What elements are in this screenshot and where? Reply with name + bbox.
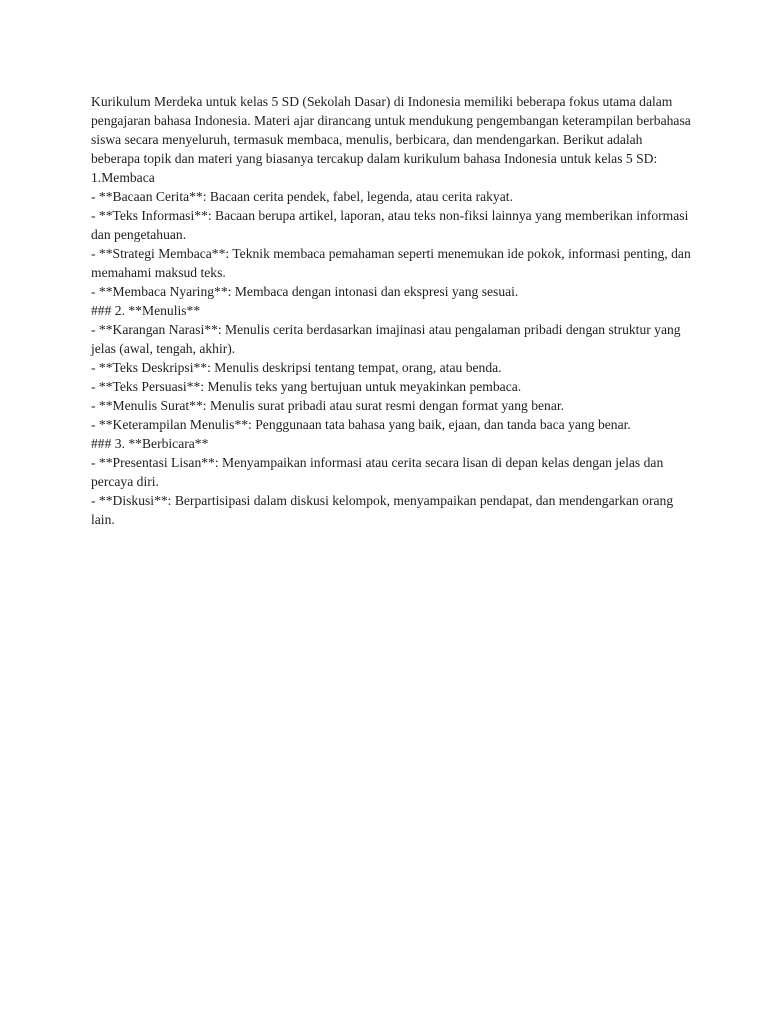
section-heading-menulis: ### 2. **Menulis**: [91, 303, 201, 318]
list-item: - **Bacaan Cerita**: Bacaan cerita pendek, fabel, legenda, atau cerita rakyat.: [91, 189, 513, 204]
document-page: [91, 92, 691, 529]
list-item: - **Keterampilan Menulis**: Penggunaan tata bahasa yang baik, ejaan, dan tanda baca yang benar.: [91, 417, 631, 432]
list-item: - **Teks Informasi**: Bacaan berupa artikel, laporan, atau teks non-fiksi lainnya yang memberikan informasi dan pengetahuan.: [91, 208, 689, 242]
list-item: - **Teks Persuasi**: Menulis teks yang bertujuan untuk meyakinkan pembaca.: [91, 379, 522, 394]
list-item: - **Teks Deskripsi**: Menulis deskripsi tentang tempat, orang, atau benda.: [91, 360, 502, 375]
intro-paragraph: Kurikulum Merdeka untuk kelas 5 SD (Sekolah Dasar) di Indonesia memiliki beberapa fokus utama dalam pengajaran bahasa Indonesia. Materi ajar dirancang untuk mendukung pengembangan keterampilan berbahasa siswa secara menyeluruh, termasuk membaca, menulis, berbicara, dan mendengarkan. Berikut adalah beberapa topik dan materi yang biasanya tercakup dalam kurikulum bahasa Indonesia untuk kelas 5 SD:: [91, 94, 691, 166]
list-item: - **Membaca Nyaring**: Membaca dengan intonasi dan ekspresi yang sesuai.: [91, 284, 519, 299]
list-item: - **Menulis Surat**: Menulis surat pribadi atau surat resmi dengan format yang benar.: [91, 398, 565, 413]
list-item: - **Karangan Narasi**: Menulis cerita berdasarkan imajinasi atau pengalaman pribadi dengan struktur yang jelas (awal, tengah, akhir).: [91, 322, 681, 356]
list-item: - **Presentasi Lisan**: Menyampaikan informasi atau cerita secara lisan di depan kelas dengan jelas dan percaya diri.: [91, 455, 664, 489]
section-heading-membaca: 1.Membaca: [91, 170, 155, 185]
list-item: - **Diskusi**: Berpartisipasi dalam diskusi kelompok, menyampaikan pendapat, dan mendengarkan orang lain.: [91, 493, 674, 527]
list-item: - **Strategi Membaca**: Teknik membaca pemahaman seperti menemukan ide pokok, informasi penting, dan memahami maksud teks.: [91, 246, 691, 280]
section-heading-berbicara: ### 3. **Berbicara**: [91, 436, 209, 451]
